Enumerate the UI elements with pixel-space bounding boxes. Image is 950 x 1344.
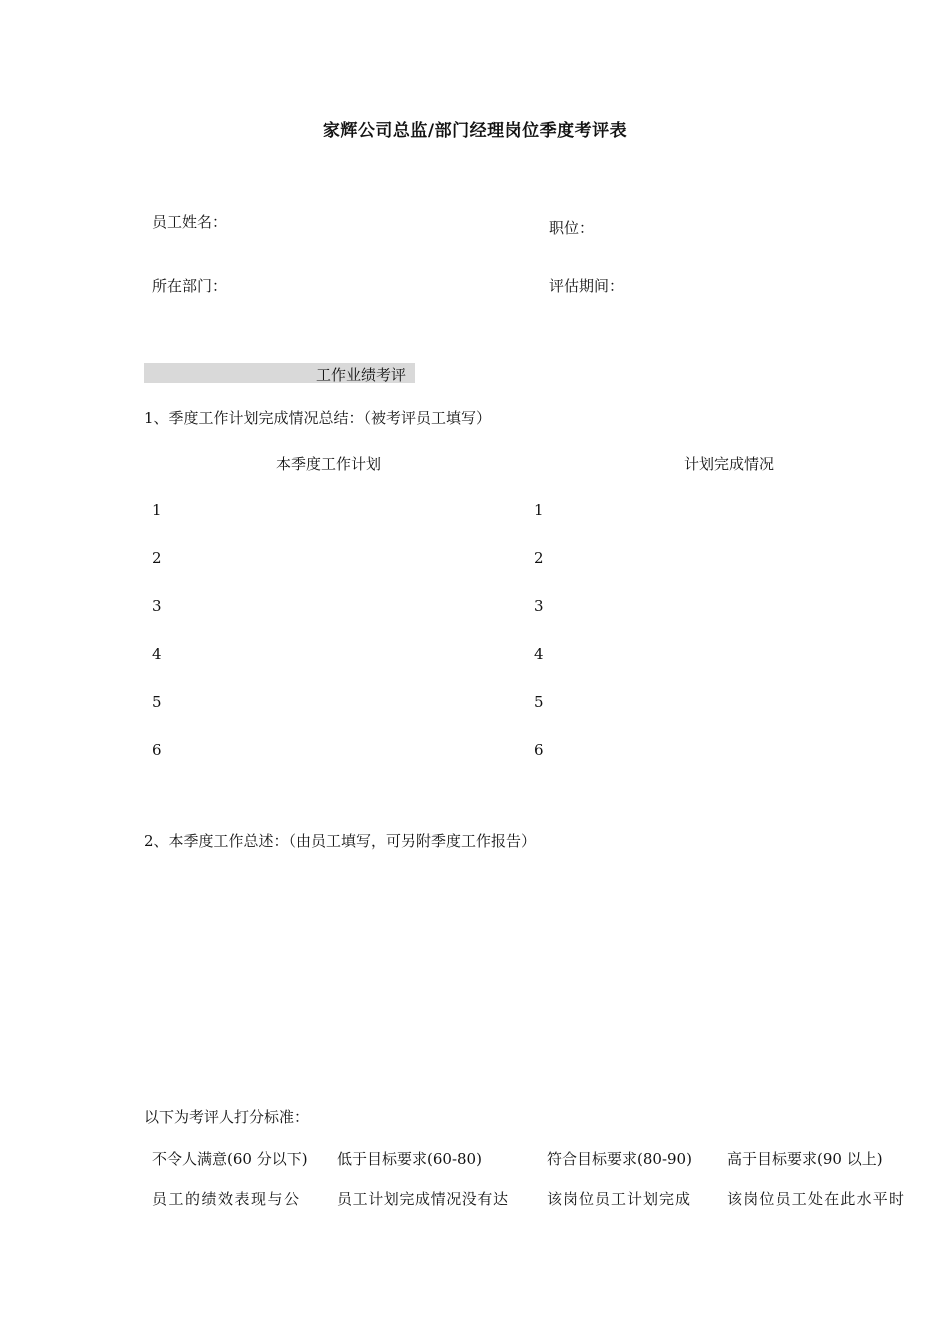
plan-row-number: 2 bbox=[152, 549, 162, 567]
status-row-number: 3 bbox=[534, 597, 544, 615]
section-header-performance: 工作业绩考评 bbox=[316, 366, 407, 384]
employee-name-label: 员工姓名： bbox=[152, 213, 228, 231]
page-title: 家辉公司总监/部门经理岗位季度考评表 bbox=[322, 121, 628, 141]
evaluation-period-label: 评估期间： bbox=[549, 277, 625, 295]
standard-level-below-target: 低于目标要求(60-80) bbox=[337, 1150, 482, 1168]
plan-row-number: 4 bbox=[152, 645, 162, 663]
status-row-number: 6 bbox=[534, 741, 544, 759]
status-row-number: 1 bbox=[534, 501, 544, 519]
scoring-standards-intro: 以下为考评人打分标准： bbox=[144, 1108, 310, 1126]
status-row-number: 4 bbox=[534, 645, 544, 663]
q2-label: 2、本季度工作总述：（由员工填写，可另附季度工作报告） bbox=[144, 832, 537, 850]
status-row-number: 5 bbox=[534, 693, 544, 711]
department-label: 所在部门： bbox=[152, 277, 228, 295]
q1-label: 1、季度工作计划完成情况总结：（被考评员工填写） bbox=[144, 409, 492, 427]
plan-row-number: 6 bbox=[152, 741, 162, 759]
standard-desc-meets-target: 该岗位员工计划完成 bbox=[547, 1190, 692, 1208]
standard-level-meets-target: 符合目标要求(80-90) bbox=[547, 1150, 692, 1168]
status-row-number: 2 bbox=[534, 549, 544, 567]
column-header-status: 计划完成情况 bbox=[684, 455, 775, 473]
column-header-plan: 本季度工作计划 bbox=[276, 455, 382, 473]
standard-level-above-target: 高于目标要求(90 以上) bbox=[727, 1150, 883, 1168]
standard-desc-unsatisfactory: 员工的绩效表现与公 bbox=[152, 1190, 301, 1208]
standard-level-unsatisfactory: 不令人满意(60 分以下) bbox=[152, 1150, 308, 1168]
plan-row-number: 1 bbox=[152, 501, 162, 519]
plan-row-number: 3 bbox=[152, 597, 162, 615]
plan-row-number: 5 bbox=[152, 693, 162, 711]
standard-desc-below-target: 员工计划完成情况没有达 bbox=[337, 1190, 509, 1208]
standard-desc-above-target: 该岗位员工处在此水平时 bbox=[727, 1190, 906, 1208]
position-label: 职位： bbox=[549, 219, 595, 237]
